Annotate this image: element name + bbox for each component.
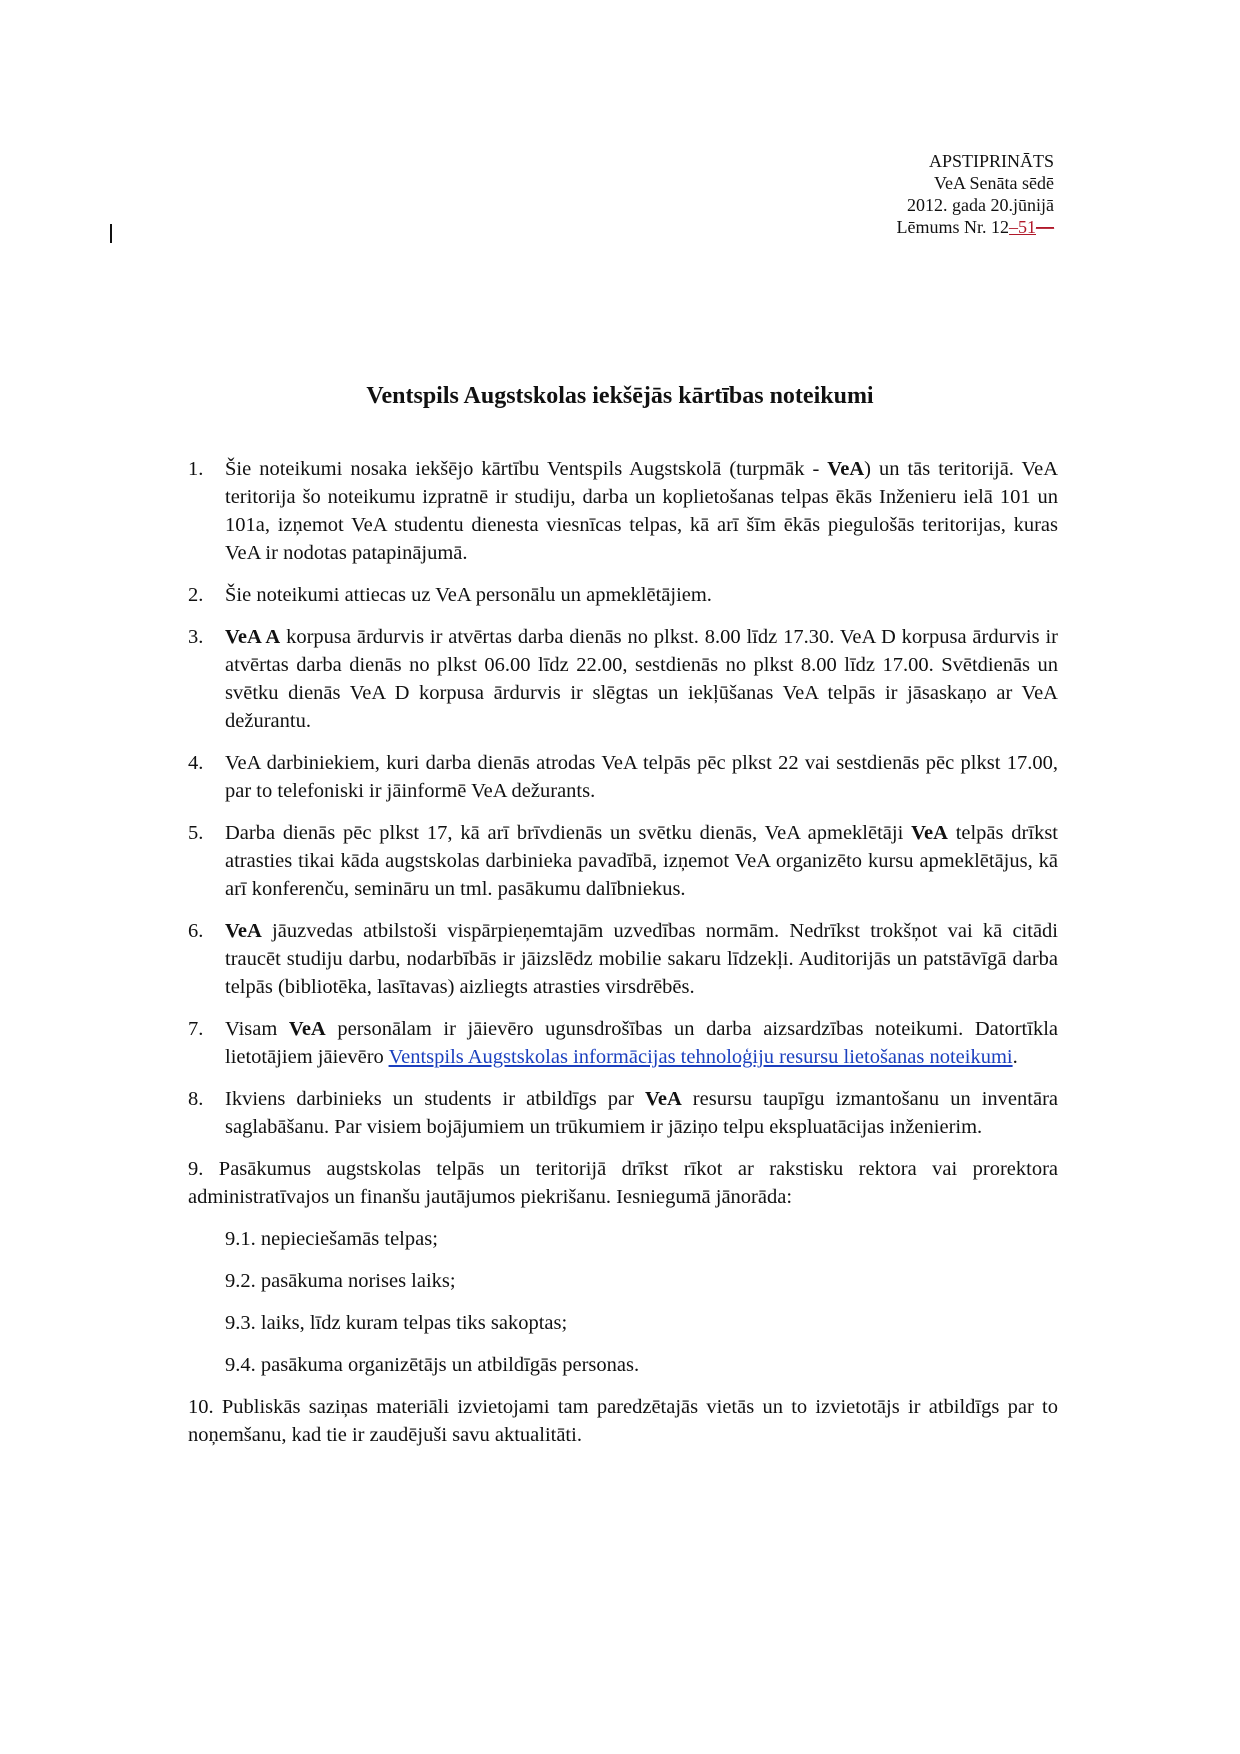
decision-prefix: Lēmums Nr. 12 (896, 217, 1009, 237)
decision-separator: – (1009, 217, 1018, 237)
rule-9: 9. Pasākumus augstskolas telpās un teritorijā drīkst rīkot ar rakstisku rektora vai prorektora administratīvajos un finanšu jautājumos piekrišanu. Iesniegumā jānorāda: (188, 1158, 1058, 1208)
rule-text: jāuzvedas atbilstoši vispārpieņemtajām uzvedības normām. Nedrīkst trokšņot vai kā citādi traucēt studiju darbu, nodarbībās ir jāizslēdz mobilie sakaru līdzekļi. Auditorijās un patstāvīgā darba telpās (bibliotēka, lasītavas) aizliegts atrasties virsdrēbēs. (225, 920, 1058, 998)
rule-9-subitem: 9.4. pasākuma organizētājs un atbildīgās personas. (225, 1354, 640, 1376)
rule-6 (188, 917, 1058, 1001)
rule-8 (188, 1085, 1058, 1141)
approval-block (897, 150, 1055, 238)
rule-9-subitem: 9.2. pasākuma norises laiks; (225, 1270, 456, 1292)
rule-text: Darba dienās pēc plkst 17, kā arī brīvdienās un svētku dienās, VeA apmeklētāji (225, 822, 912, 844)
rule-number: 2. (188, 584, 204, 606)
rule-bold-text: VeA (827, 458, 865, 480)
rule-number: 1. (188, 458, 204, 480)
rule-2 (188, 581, 1058, 609)
rule-text: telpās drīkst atrasties tikai kāda augstskolas darbinieka pavadībā, izņemot VeA organizēto kursu apmeklētājus, kā arī konferenču, semināru un tml. pasākumu dalībniekus. (225, 822, 1058, 900)
rule-1 (188, 455, 1058, 567)
rule-bold-text: VeA (225, 920, 262, 942)
rule-bold-text: VeA A (225, 626, 281, 648)
revision-change-bar (110, 224, 112, 243)
rule-number: 4. (188, 752, 204, 774)
rules-list (188, 455, 1058, 1141)
decision-deleted-mark: — (1036, 217, 1054, 237)
document-body (188, 455, 1058, 1463)
rule-bold-text: VeA (288, 1018, 326, 1040)
rule-text: Šie noteikumi attiecas uz VeA personālu un apmeklētājiem. (225, 584, 712, 606)
rule-number: 5. (188, 822, 204, 844)
approval-date: 2012. gada 20.jūnijā (907, 195, 1054, 215)
rule-5 (188, 819, 1058, 903)
decision-number: 51 (1018, 217, 1036, 237)
rule-text: Šie noteikumi nosaka iekšējo kārtību Ventspils Augstskolā (turpmāk - (225, 458, 828, 480)
rule-bold-text: VeA (644, 1088, 682, 1110)
rule-text: korpusa ārdurvis ir atvērtas darba dienās no plkst. 8.00 līdz 17.30. VeA D korpusa ārdurvis ir atvērtas darba dienās no plkst 06.00 līdz 22.00, sestdienās no plkst 8.00 līdz 17.00. Svētdienās un svētku dienās VeA D korpusa ārdurvis ir slēgtas un iekļūšanas VeA telpās ir jāsaskaņo ar VeA dežurantu. (225, 626, 1058, 732)
rule-number: 7. (188, 1018, 204, 1040)
rule-text: resursu taupīgu izmantošanu un inventāra saglabāšanu. Par visiem bojājumiem un trūkumiem ir jāziņo telpu ekspluatācijas inženierim. (225, 1088, 1058, 1138)
rule-text: Ikviens darbinieks un students ir atbildīgs par (225, 1088, 645, 1110)
rule-text: . (1012, 1046, 1018, 1068)
rule-10: 10. Publiskās saziņas materiāli izvietojami tam paredzētajās vietās un to izvietotājs ir atbildīgs par to noņemšanu, kad tie ir zaudējuši savu aktualitāti. (188, 1396, 1058, 1446)
rule-number: 8. (188, 1088, 204, 1110)
approval-status: APSTIPRINĀTS (928, 151, 1054, 171)
rule-3 (188, 623, 1058, 735)
rule-text: personālam ir jāievēro ugunsdrošības un darba aizsardzības noteikumi. Datortīkla lietotājiem jāievēro (225, 1018, 1058, 1068)
it-rules-link[interactable]: Ventspils Augstskolas informācijas tehnoloģiju resursu lietošanas noteikumi (388, 1046, 1013, 1068)
rule-number: 3. (188, 626, 204, 648)
rule-text: ) un tās teritorijā. VeA teritorija šo noteikumu izpratnē ir studiju, darba un koplietošanas telpas ēkās Inženieru ielā 101 un 101a, izņemot VeA studentu dienesta viesnīcas telpas, kā arī šīm ēkās piegulošās teritorijas, kuras VeA ir nodotas patapinājumā. (225, 458, 1058, 564)
rule-9-subitems (225, 1225, 1058, 1379)
rule-bold-text: VeA (911, 822, 948, 844)
rule-text: VeA darbiniekiem, kuri darba dienās atrodas VeA telpās pēc plkst 22 vai sestdienās pēc plkst 17.00, par to telefoniski ir jāinformē VeA dežurants. (225, 752, 1058, 802)
rule-7 (188, 1015, 1058, 1071)
document-title: Ventspils Augstskolas iekšējās kārtības noteikumi (366, 383, 874, 409)
rule-9-subitem: 9.3. laiks, līdz kuram telpas tiks sakoptas; (225, 1312, 568, 1334)
decision-line (897, 216, 1055, 238)
rule-9-subitem: 9.1. nepieciešamās telpas; (225, 1228, 438, 1250)
approval-body: VeA Senāta sēdē (934, 173, 1054, 193)
rule-number: 6. (188, 920, 204, 942)
rule-4 (188, 749, 1058, 805)
rule-text: Visam (225, 1018, 289, 1040)
